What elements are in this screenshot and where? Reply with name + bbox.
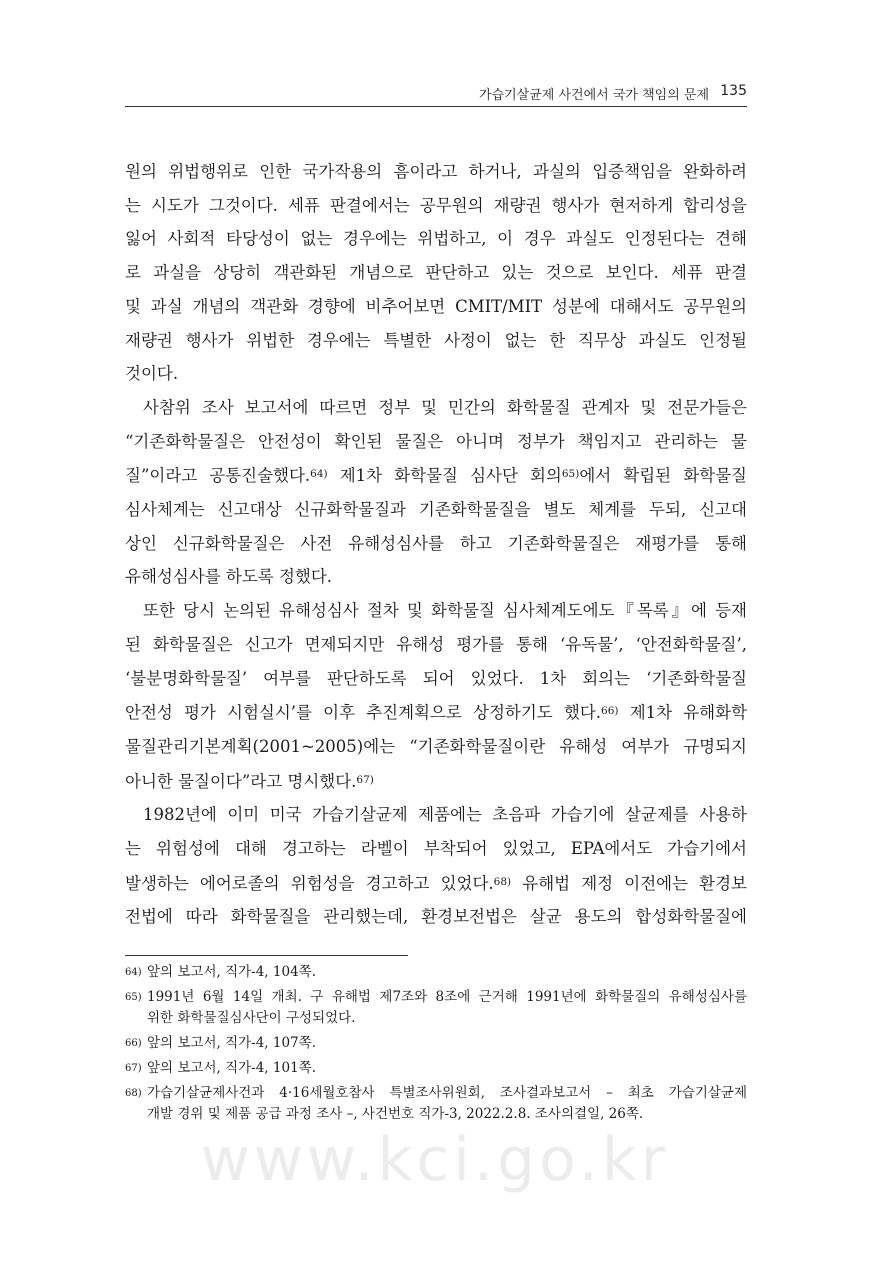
body-line-text: 제1차 화학물질 심사단 회의 bbox=[327, 466, 562, 486]
footnote-number: 65) bbox=[125, 992, 142, 1003]
footnote bbox=[125, 987, 747, 1029]
body-line-text: 1982년에 이미 미국 가습기살균제 제품에는 초음파 가습기에 살균제를 사용하 bbox=[143, 805, 747, 825]
body-line-text: 전법에 따라 화학물질을 관리했는데, 환경보전법은 살균 용도의 합성화학물질에 bbox=[125, 907, 747, 927]
page-number: 135 bbox=[720, 83, 747, 99]
footnote-ref: 66) bbox=[601, 705, 619, 718]
footnote-ref: 64) bbox=[310, 468, 328, 481]
footnote-number: 64) bbox=[125, 967, 142, 978]
body-line-text: 안전성 평가 시험실시’를 이후 추진계획으로 상정하기도 했다. bbox=[125, 703, 602, 723]
running-header bbox=[125, 80, 747, 107]
body-line bbox=[125, 222, 747, 256]
body-line-text: 상인 신규화학물질은 사전 유해성심사를 하고 기존화학물질은 재평가를 통해 bbox=[125, 533, 747, 553]
footnote-line: 가습기살균제사건과 4·16세월호참사 특별조사위원회, 조사결과보고서 – 최초 가습기살균제 bbox=[147, 1085, 747, 1101]
footnote-line: 앞의 보고서, 직가-4, 104쪽. bbox=[147, 964, 316, 980]
body-line-text: 및 과실 개념의 객관화 경향에 비추어보면 CMIT/MIT 성분에 대해서도 공무원의 bbox=[125, 296, 747, 316]
body-line bbox=[125, 900, 747, 934]
body-line-text: 재량권 행사가 위법한 경우에는 특별한 사정이 없는 한 직무상 과실도 인정될 bbox=[125, 330, 747, 350]
body-line bbox=[125, 493, 747, 527]
body-line bbox=[125, 189, 747, 223]
body-line bbox=[125, 662, 747, 696]
body-line-text: 된 화학물질은 신고가 면제되지만 유해성 평가를 통해 ‘유독물’, ‘안전화학물질’, bbox=[125, 634, 747, 654]
body-line bbox=[125, 628, 747, 662]
body-line-text: 원의 위법행위로 인한 국가작용의 흠이라고 하거나, 과실의 입증책임을 완화하려 bbox=[125, 162, 747, 181]
body-line bbox=[125, 560, 747, 594]
body-line bbox=[125, 425, 747, 459]
body-line bbox=[125, 357, 747, 391]
watermark: www.kci.go.kr bbox=[200, 1125, 670, 1195]
body-line bbox=[125, 324, 747, 358]
body-line-text: 는 위험성에 대해 경고하는 라벨이 부착되어 있었고, EPA에서도 가습기에서 bbox=[125, 839, 747, 859]
running-title: 가습기살균제 사건에서 국가 책임의 문제 bbox=[478, 88, 709, 103]
body-line bbox=[125, 594, 747, 628]
body-line bbox=[125, 798, 747, 832]
body-line-text: 것이다. bbox=[125, 364, 179, 384]
body-line bbox=[125, 527, 747, 561]
body-line bbox=[125, 695, 747, 730]
body-line-text: “기존화학물질은 안전성이 확인된 물질은 아니며 정부가 책임지고 관리하는 물 bbox=[125, 431, 747, 451]
body-line-text: 잃어 사회적 타당성이 없는 경우에는 위법하고, 이 경우 과실도 인정된다는 견해 bbox=[125, 229, 747, 249]
footnote-ref: 67) bbox=[356, 773, 374, 786]
footnote bbox=[125, 1033, 747, 1054]
footnote-number: 68) bbox=[125, 1088, 142, 1099]
footnote bbox=[125, 1058, 747, 1079]
body-text bbox=[125, 155, 747, 934]
footnote-separator bbox=[125, 955, 408, 956]
body-line bbox=[125, 458, 747, 493]
body-line bbox=[125, 391, 747, 425]
body-line-text: 질”이라고 공통진술했다. bbox=[125, 466, 311, 486]
footnote-line: 위한 화학물질심사단이 구성되었다. bbox=[147, 1010, 356, 1026]
body-line-text: 유해성심사를 하도록 정했다. bbox=[125, 567, 333, 587]
body-line-text: 는 시도가 그것이다. 세퓨 판결에서는 공무원의 재량권 행사가 현저하게 합리성을 bbox=[125, 195, 747, 215]
body-line bbox=[125, 290, 747, 324]
body-line-text: 에서 확립된 화학물질 bbox=[579, 466, 747, 486]
body-line bbox=[125, 832, 747, 866]
body-line-text: 심사체계는 신고대상 신규화학물질과 기존화학물질을 별도 체계를 두되, 신고대 bbox=[125, 500, 747, 520]
body-line-text: 제1차 유해화학 bbox=[618, 703, 747, 723]
footnote bbox=[125, 1083, 747, 1125]
footnote-line: 개발 경위 및 제품 공급 과정 조사 –, 사건번호 직가-3, 2022.2.8. 조사의결일, 26쪽. bbox=[147, 1106, 644, 1122]
body-line-text: 물질관리기본계획(2001~2005)에는 “기존화학물질이란 유해성 여부가 규명되지 bbox=[125, 736, 747, 756]
body-line bbox=[125, 256, 747, 290]
footnotes bbox=[125, 962, 747, 1129]
footnote bbox=[125, 962, 747, 983]
body-line-text: 발생하는 에어로졸의 위험성을 경고하고 있었다. bbox=[125, 873, 494, 893]
footnote-ref: 65) bbox=[561, 468, 580, 481]
footnote-line: 앞의 보고서, 직가-4, 107쪽. bbox=[147, 1035, 316, 1051]
body-line bbox=[125, 764, 747, 799]
body-line-text: 유해법 제정 이전에는 환경보 bbox=[511, 873, 747, 893]
body-line-text: 로 과실을 상당히 객관화된 개념으로 판단하고 있는 것으로 보인다. 세퓨 판결 bbox=[125, 263, 747, 283]
body-line bbox=[125, 155, 747, 189]
body-line-text: 아니한 물질이다”라고 명시했다. bbox=[125, 771, 357, 791]
body-line-text: 사참위 조사 보고서에 따르면 정부 및 민간의 화학물질 관계자 및 전문가들은 bbox=[143, 397, 747, 417]
body-line-text: 또한 당시 논의된 유해성심사 절차 및 화학물질 심사체계도에도『목록』에 등재 bbox=[143, 601, 747, 621]
body-line bbox=[125, 866, 747, 901]
footnote-number: 66) bbox=[125, 1038, 142, 1049]
body-line bbox=[125, 730, 747, 764]
footnote-ref: 68) bbox=[493, 875, 512, 888]
footnote-line: 앞의 보고서, 직가-4, 101쪽. bbox=[147, 1060, 316, 1076]
footnote-line: 1991년 6월 14일 개최. 구 유해법 제7조와 8조에 근거해 1991년에 화학물질의 유해성심사를 bbox=[147, 989, 747, 1005]
body-line-text: ‘불분명화학물질’ 여부를 판단하도록 되어 있었다. 1차 회의는 ‘기존화학물질 bbox=[125, 668, 747, 688]
footnote-number: 67) bbox=[125, 1063, 142, 1074]
